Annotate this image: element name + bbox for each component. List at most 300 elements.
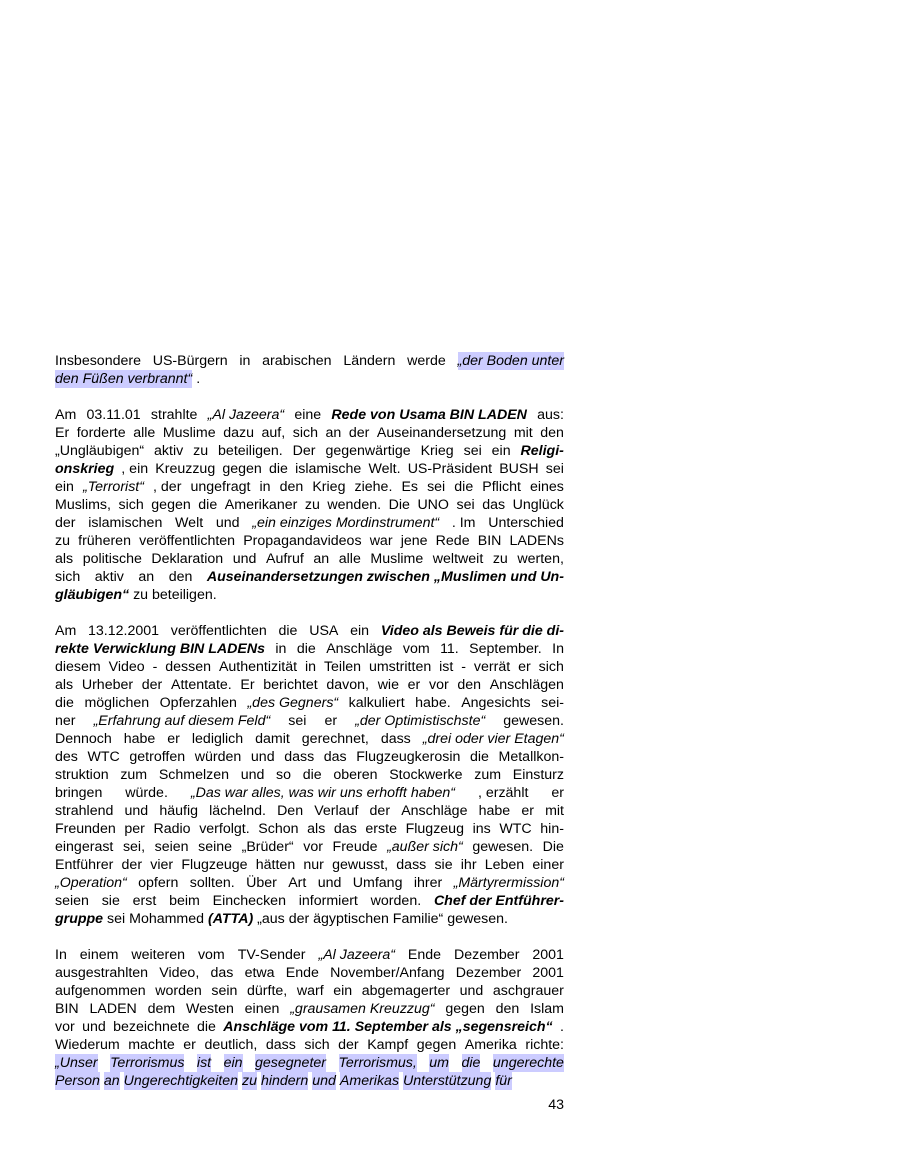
text-run: „der Optimistischste“ bbox=[355, 713, 486, 729]
text-run: er bbox=[167, 731, 180, 747]
text-run: Amerikaner bbox=[224, 497, 298, 513]
text-run: Amerikas bbox=[339, 1073, 400, 1089]
text-run: vor bbox=[428, 677, 449, 693]
text-run: November/Anfang bbox=[330, 965, 445, 981]
text-run: der bbox=[55, 515, 76, 531]
text-run: die bbox=[268, 461, 288, 477]
text-run: gläubigen“ bbox=[55, 587, 130, 603]
text-run: Video als Beweis für die di- bbox=[380, 623, 564, 639]
text-run: den bbox=[457, 677, 482, 693]
text-run: . bbox=[559, 1019, 564, 1035]
text-run: war bbox=[369, 533, 393, 549]
text-run: der bbox=[121, 857, 143, 873]
text-run: gegen bbox=[445, 1001, 485, 1017]
text-run: ein bbox=[223, 1055, 243, 1071]
text-line bbox=[55, 694, 564, 712]
text-run: rekte Verwicklung BIN LADENs bbox=[55, 641, 265, 657]
text-run: ausgestrahlten bbox=[55, 965, 149, 981]
text-run: sei bbox=[463, 443, 482, 459]
text-run: Am bbox=[55, 623, 77, 639]
text-run: „Erfahrung auf diesem Feld“ bbox=[93, 713, 271, 729]
text-run: Am bbox=[55, 407, 77, 423]
text-run: BIN bbox=[55, 1001, 79, 1017]
text-run: Unglück bbox=[512, 497, 564, 513]
text-run: seien bbox=[55, 893, 89, 909]
text-run: UNO bbox=[417, 497, 449, 513]
text-run: hätten bbox=[255, 857, 296, 873]
text-run: für bbox=[495, 1073, 512, 1089]
text-run: das bbox=[482, 497, 506, 513]
text-run: und bbox=[459, 983, 484, 999]
text-run: Insbesondere bbox=[55, 353, 141, 369]
text-run: die bbox=[469, 749, 489, 765]
text-run: und bbox=[124, 803, 149, 819]
text-run: September. bbox=[469, 641, 542, 657]
text-run: der bbox=[141, 677, 163, 693]
text-run: , ein bbox=[121, 461, 149, 477]
text-run: Einchecken bbox=[212, 893, 286, 909]
text-run: „ein einziges Mordinstrument“ bbox=[252, 515, 440, 531]
text-run: Flugzeuge bbox=[181, 857, 248, 873]
text-run: Anschläge bbox=[326, 641, 393, 657]
text-run: Die bbox=[542, 839, 564, 855]
text-run: ist bbox=[439, 659, 454, 675]
text-run: früheren bbox=[78, 533, 131, 549]
text-run: an bbox=[325, 425, 342, 441]
text-run: USA bbox=[309, 623, 339, 639]
text-run: BIN bbox=[477, 533, 502, 549]
text-run: bezeichnete bbox=[113, 1019, 190, 1035]
text-run: Leben bbox=[484, 857, 525, 873]
text-run: Terrorismus, bbox=[338, 1055, 417, 1071]
text-run: er bbox=[324, 713, 338, 729]
text-run: 2001 bbox=[532, 965, 564, 981]
text-run: sie bbox=[101, 893, 120, 909]
text-run: Unterschied bbox=[488, 515, 564, 531]
text-run: dürfte, bbox=[247, 983, 288, 999]
page-number: 43 bbox=[548, 1097, 564, 1113]
text-run: oberen bbox=[333, 767, 378, 783]
text-run: „grausamen Kreuzzug“ bbox=[290, 1001, 435, 1017]
text-run: lächelnd. bbox=[209, 803, 266, 819]
text-run: habe bbox=[478, 803, 511, 819]
text-run: werde bbox=[407, 353, 446, 369]
text-run: die bbox=[454, 479, 474, 495]
text-run: sich bbox=[538, 659, 564, 675]
text-run: mit bbox=[513, 425, 533, 441]
text-run: eines bbox=[529, 479, 564, 495]
text-run: sich bbox=[118, 497, 144, 513]
text-run: Opferzahlen bbox=[159, 695, 237, 711]
text-run: (ATTA) bbox=[208, 911, 254, 927]
text-run: alle bbox=[338, 551, 361, 567]
text-run: gewusst, bbox=[332, 857, 389, 873]
text-run: Den bbox=[277, 803, 304, 819]
text-run: Unterstützung bbox=[403, 1073, 492, 1089]
text-run: sei bbox=[427, 479, 446, 495]
text-run: gewesen. bbox=[503, 713, 564, 729]
text-run: hin- bbox=[540, 821, 564, 837]
text-run: dass bbox=[265, 1037, 296, 1053]
text-run: Radio bbox=[153, 821, 191, 837]
text-line bbox=[55, 586, 564, 604]
text-line bbox=[55, 496, 564, 514]
text-run: dessen bbox=[165, 659, 212, 675]
text-run: ist bbox=[196, 1055, 212, 1071]
text-run: US-Bürgern bbox=[152, 353, 228, 369]
text-run: politische bbox=[82, 551, 142, 567]
text-run: . bbox=[196, 371, 201, 387]
text-run: umstritten bbox=[368, 659, 432, 675]
text-run: Wiederum bbox=[55, 1037, 120, 1053]
text-run: und bbox=[312, 1073, 336, 1089]
text-run: den Füßen verbrannt“ bbox=[55, 371, 193, 387]
text-run: etwa bbox=[244, 965, 275, 981]
text-run: forderte bbox=[76, 425, 126, 441]
text-run: habe bbox=[123, 731, 156, 747]
text-line bbox=[55, 568, 564, 586]
text-line bbox=[55, 514, 564, 532]
text-run: den bbox=[540, 425, 564, 441]
text-run: die bbox=[196, 1019, 216, 1035]
text-run: ihr bbox=[460, 857, 477, 873]
text-run: veröffentlichten bbox=[139, 533, 236, 549]
text-run: Ende bbox=[407, 947, 442, 963]
text-run: 13.12.2001 bbox=[88, 623, 160, 639]
text-run: WTC bbox=[87, 749, 120, 765]
text-run: als bbox=[55, 677, 74, 693]
text-run: Dennoch bbox=[55, 731, 112, 747]
text-line bbox=[55, 550, 564, 568]
text-run: Auseinandersetzungen zwischen „Muslimen und Un- bbox=[206, 569, 564, 585]
text-run: die bbox=[296, 641, 316, 657]
paragraph bbox=[55, 406, 564, 604]
text-run: Entführer bbox=[55, 857, 114, 873]
text-run: als bbox=[307, 821, 326, 837]
text-line bbox=[55, 856, 564, 874]
text-run: seine bbox=[198, 839, 233, 855]
text-run: und bbox=[82, 1019, 106, 1035]
text-run: aktiv bbox=[154, 443, 184, 459]
text-run: häufig bbox=[159, 803, 198, 819]
text-run: würde. bbox=[125, 785, 168, 801]
text-run: so bbox=[276, 767, 292, 783]
text-run: Anschläge bbox=[401, 803, 468, 819]
text-run: Kreuzzug bbox=[155, 461, 216, 477]
text-run: Auseinandersetzung bbox=[376, 425, 507, 441]
text-run: Flugzeug bbox=[405, 821, 464, 837]
text-run: strahlte bbox=[150, 407, 198, 423]
text-line bbox=[55, 946, 564, 964]
text-run: ihrer bbox=[413, 875, 443, 891]
text-run: und bbox=[317, 875, 342, 891]
text-run: möglichen bbox=[84, 695, 150, 711]
body-text bbox=[55, 352, 564, 1090]
text-run: Anschlägen bbox=[489, 677, 564, 693]
text-run: weltweit bbox=[432, 551, 484, 567]
text-run: 2001 bbox=[532, 947, 564, 963]
text-run: ner bbox=[55, 713, 76, 729]
text-run: vier bbox=[150, 857, 174, 873]
text-run: „Ungläubigen“ bbox=[55, 443, 145, 459]
text-run: erst bbox=[132, 893, 157, 909]
text-run: machte bbox=[128, 1037, 175, 1053]
text-line bbox=[55, 658, 564, 676]
text-run: zu bbox=[242, 1073, 257, 1089]
text-run: damit bbox=[255, 731, 290, 747]
text-run: sei, bbox=[122, 839, 146, 855]
text-run: eingerast bbox=[55, 839, 114, 855]
text-run: die bbox=[55, 695, 74, 711]
text-run: den bbox=[495, 1001, 520, 1017]
text-run: Kampf bbox=[367, 1037, 409, 1053]
text-run: als bbox=[55, 551, 74, 567]
text-run: Art bbox=[288, 875, 307, 891]
text-run: worden. bbox=[370, 893, 422, 909]
text-run: gegen bbox=[151, 497, 191, 513]
text-line bbox=[55, 1000, 564, 1018]
text-run: Ländern bbox=[343, 353, 396, 369]
text-run: vor bbox=[303, 839, 323, 855]
text-run: beteiligen. bbox=[218, 443, 283, 459]
text-run: zu beteiligen. bbox=[133, 587, 217, 603]
text-run: Video bbox=[108, 659, 145, 675]
text-run: davon, bbox=[326, 677, 369, 693]
text-run: der bbox=[348, 425, 370, 441]
text-run: Islam bbox=[530, 1001, 564, 1017]
text-run: Welt bbox=[175, 515, 204, 531]
paragraph-gap bbox=[55, 604, 564, 622]
text-run: und bbox=[240, 767, 265, 783]
text-run: er bbox=[407, 677, 421, 693]
text-run: gewesen. bbox=[472, 839, 534, 855]
text-line bbox=[55, 766, 564, 784]
text-line bbox=[55, 424, 564, 442]
text-run: er bbox=[183, 1037, 196, 1053]
text-run: die bbox=[302, 767, 322, 783]
text-run: sein bbox=[211, 983, 238, 999]
text-run: , erzählt bbox=[477, 785, 529, 801]
paragraph bbox=[55, 622, 564, 928]
text-run: Die bbox=[388, 497, 410, 513]
text-line bbox=[55, 964, 564, 982]
text-run: seien bbox=[154, 839, 189, 855]
text-run: richte: bbox=[525, 1037, 564, 1053]
text-run: eine bbox=[294, 407, 322, 423]
text-run: habe. bbox=[415, 695, 451, 711]
text-run: der bbox=[369, 803, 391, 819]
text-run: per bbox=[124, 821, 145, 837]
text-run: „Brüder“ bbox=[241, 839, 294, 855]
text-run: deutlich, bbox=[204, 1037, 258, 1053]
text-run: struktion bbox=[55, 767, 109, 783]
text-run: kalkuliert bbox=[348, 695, 405, 711]
text-run: Aufruf bbox=[265, 551, 304, 567]
text-run: sollten. bbox=[189, 875, 235, 891]
text-run: wie bbox=[377, 677, 399, 693]
paragraph-gap bbox=[55, 388, 564, 406]
text-run: Der bbox=[292, 443, 316, 459]
text-line bbox=[55, 478, 564, 496]
text-run: sei Mohammed bbox=[107, 911, 205, 927]
text-run: Video, bbox=[159, 965, 200, 981]
text-line bbox=[55, 442, 564, 460]
text-run: sie bbox=[434, 857, 453, 873]
text-line bbox=[55, 406, 564, 424]
text-run: das bbox=[323, 749, 347, 765]
text-run: Rede bbox=[435, 533, 470, 549]
text-line bbox=[55, 874, 564, 892]
text-run: Attentate. bbox=[170, 677, 232, 693]
text-run: Ende bbox=[285, 965, 319, 981]
text-run: jene bbox=[400, 533, 428, 549]
text-run: gesegneter bbox=[255, 1055, 327, 1071]
text-run: - bbox=[152, 659, 158, 675]
text-run: „des Gegners“ bbox=[247, 695, 339, 711]
text-run: ein bbox=[333, 983, 353, 999]
text-run: an bbox=[313, 551, 330, 567]
text-run: gegen bbox=[222, 461, 262, 477]
text-run: „aus der ägyptischen Familie“ gewesen. bbox=[257, 911, 508, 927]
text-run: Religi- bbox=[520, 443, 564, 459]
text-run: er bbox=[518, 659, 531, 675]
text-run: Schon bbox=[258, 821, 299, 837]
text-run: Chef der Entführer- bbox=[433, 893, 564, 909]
text-run: an bbox=[103, 1073, 120, 1089]
text-run: Einsturz bbox=[512, 767, 564, 783]
text-run: abgemagerter bbox=[361, 983, 451, 999]
text-run: Amerika bbox=[464, 1037, 517, 1053]
text-run: dass bbox=[284, 749, 315, 765]
text-run: , der bbox=[153, 479, 182, 495]
text-run: Authentizität bbox=[218, 659, 298, 675]
text-line bbox=[55, 1072, 564, 1090]
text-run: . Im bbox=[451, 515, 476, 531]
text-run: und bbox=[250, 749, 275, 765]
text-run: aus: bbox=[537, 407, 564, 423]
text-run: lediglich bbox=[191, 731, 244, 747]
text-run: er bbox=[551, 785, 564, 801]
text-run: vom bbox=[197, 947, 225, 963]
text-run: in bbox=[304, 659, 317, 675]
text-run: gegenwärtige bbox=[325, 443, 411, 459]
text-run: Welt. bbox=[368, 461, 401, 477]
text-run: 11. bbox=[440, 641, 459, 657]
text-line bbox=[55, 820, 564, 838]
text-line bbox=[55, 748, 564, 766]
text-run: Deklaration bbox=[151, 551, 224, 567]
text-run: an bbox=[138, 569, 155, 585]
text-run: Metallkon- bbox=[498, 749, 564, 765]
text-run: „der Boden unter bbox=[457, 353, 564, 369]
text-run: sei- bbox=[541, 695, 564, 711]
text-run: beim bbox=[169, 893, 200, 909]
text-run: aschgrauer bbox=[492, 983, 564, 999]
text-run: alle bbox=[133, 425, 156, 441]
text-run: ungefragt bbox=[190, 479, 251, 495]
text-run: Terrorismus bbox=[110, 1055, 185, 1071]
text-run: dass bbox=[396, 857, 427, 873]
text-run: Verlauf bbox=[314, 803, 359, 819]
text-run: Es bbox=[401, 479, 419, 495]
text-run: sich bbox=[304, 1037, 330, 1053]
text-run: US-Präsident bbox=[407, 461, 493, 477]
text-run: ungerechte bbox=[492, 1055, 564, 1071]
text-line bbox=[55, 640, 564, 658]
text-run: onskrieg bbox=[55, 461, 115, 477]
text-run: nur bbox=[303, 857, 324, 873]
text-run: sei bbox=[545, 461, 564, 477]
text-run: LADEN bbox=[89, 1001, 137, 1017]
text-run: hindern bbox=[260, 1073, 309, 1089]
text-run: „Das war alles, was wir uns erhofft haben“ bbox=[190, 785, 455, 801]
text-run: Rede von Usama BIN LADEN bbox=[331, 407, 527, 423]
text-run: Stockwerke bbox=[389, 767, 463, 783]
text-run: das bbox=[210, 965, 234, 981]
text-run: zu bbox=[304, 497, 320, 513]
text-run: erste bbox=[365, 821, 397, 837]
text-run: ins bbox=[472, 821, 491, 837]
text-run: mit bbox=[545, 803, 564, 819]
text-run: dem bbox=[147, 1001, 176, 1017]
text-run: getroffen bbox=[129, 749, 186, 765]
text-run: Teilen bbox=[323, 659, 362, 675]
text-run: Pflicht bbox=[482, 479, 521, 495]
text-run: arabischen bbox=[262, 353, 332, 369]
paragraph bbox=[55, 352, 564, 388]
text-run: gegen bbox=[416, 1037, 457, 1053]
text-run: Umfang bbox=[352, 875, 403, 891]
text-run: Dezember bbox=[455, 965, 522, 981]
text-run: und bbox=[215, 515, 240, 531]
text-line bbox=[55, 460, 564, 478]
text-run: worden bbox=[155, 983, 202, 999]
text-run: „Terrorist“ bbox=[83, 479, 144, 495]
text-run: veröffentlichten bbox=[170, 623, 267, 639]
text-run: Muslime bbox=[162, 425, 216, 441]
text-run: zum bbox=[120, 767, 148, 783]
text-run: vor bbox=[55, 1019, 75, 1035]
text-run: informiert bbox=[298, 893, 358, 909]
text-run: die bbox=[278, 623, 298, 639]
text-line bbox=[55, 1036, 564, 1054]
text-run: in bbox=[275, 641, 287, 657]
text-run: - bbox=[461, 659, 466, 675]
text-run: das bbox=[333, 821, 357, 837]
text-run: werten, bbox=[517, 551, 564, 567]
text-run: in bbox=[239, 353, 251, 369]
text-run: warf bbox=[296, 983, 324, 999]
text-run: Krieg bbox=[420, 443, 454, 459]
text-run: wenden. bbox=[327, 497, 382, 513]
text-run: opfern bbox=[138, 875, 179, 891]
text-run: vom bbox=[402, 641, 430, 657]
text-run: bringen bbox=[55, 785, 103, 801]
text-run: Er bbox=[55, 425, 70, 441]
text-run: Westen bbox=[186, 1001, 234, 1017]
text-run: „Unser bbox=[55, 1055, 98, 1071]
text-line bbox=[55, 676, 564, 694]
text-run: ein bbox=[55, 479, 74, 495]
text-run: Ungerechtigkeiten bbox=[123, 1073, 239, 1089]
paragraph-gap bbox=[55, 928, 564, 946]
text-line bbox=[55, 802, 564, 820]
text-run: „Märtyrermission“ bbox=[453, 875, 564, 891]
text-run: in bbox=[259, 479, 271, 495]
text-run: WTC bbox=[499, 821, 532, 837]
text-run: Flugzeugkerosin bbox=[356, 749, 461, 765]
text-line bbox=[55, 532, 564, 550]
